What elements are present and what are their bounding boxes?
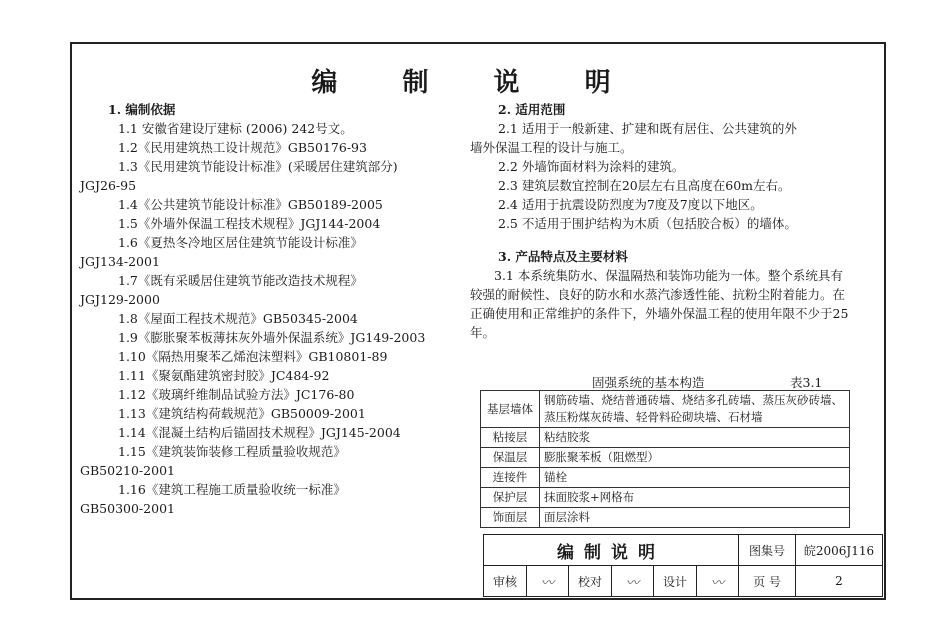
basis-item: GB50210-2001 [80, 463, 175, 478]
basis-item: 1.3《民用建筑节能设计标准》(采暖居住建筑部分) [118, 159, 398, 174]
scope-item: 2.4 适用于抗震设防烈度为7度及7度以下地区。 [498, 197, 763, 212]
basis-item: 1.12《玻璃纤维制品试验方法》JC176-80 [118, 387, 355, 402]
basis-item: 1.14《混凝土结构后锚固技术规程》JGJ145-2004 [118, 425, 401, 440]
check-label: 校对 [569, 566, 612, 597]
basis-item: JGJ129-2000 [80, 292, 160, 307]
row-label: 饰面层 [481, 508, 540, 528]
atlas-number: 皖2006J116 [796, 535, 883, 566]
basis-item: JGJ26-95 [80, 178, 137, 193]
table-number: 表3.1 [790, 375, 823, 390]
row-value: 锚栓 [540, 468, 850, 488]
title-block-title: 编制说明 [484, 535, 739, 566]
section-scope [470, 100, 870, 342]
table-row [481, 508, 850, 528]
basis-item: 1.5《外墙外保温工程技术规程》JGJ144-2004 [118, 216, 381, 231]
basis-item: GB50300-2001 [80, 501, 175, 516]
basis-item: 1.1 安徽省建设厅建标 (2006) 242号文。 [118, 121, 353, 136]
row-value: 粘结胶浆 [540, 428, 850, 448]
page-number: 2 [796, 566, 883, 597]
review-label: 审核 [484, 566, 527, 597]
row-value: 面层涂料 [540, 508, 850, 528]
check-signature: 〰 [612, 566, 654, 597]
scope-item: 2.1 适用于一般新建、扩建和既有居住、公共建筑的外 [498, 121, 797, 136]
basis-item: 1.10《隔热用聚苯乙烯泡沫塑料》GB10801-89 [118, 349, 388, 364]
row-label: 粘接层 [481, 428, 540, 448]
basis-item: 1.6《夏热冬冷地区居住建筑节能设计标准》 [118, 235, 363, 250]
table-row [481, 488, 850, 508]
basis-item: 1.13《建筑结构荷载规范》GB50009-2001 [118, 406, 366, 421]
section2-heading: 2. 适用范围 [498, 102, 566, 117]
basis-item: 1.2《民用建筑热工设计规范》GB50176-93 [118, 140, 367, 155]
basis-item: 1.7《既有采暖居住建筑节能改造技术规程》 [118, 273, 363, 288]
composition-table [480, 390, 850, 528]
row-label: 基层墙体 [481, 391, 540, 428]
table-row [481, 468, 850, 488]
row-value: 钢筋砖墙、烧结普通砖墙、烧结多孔砖墙、蒸压灰砂砖墙、蒸压粉煤灰砖墙、轻骨料砼砌块墙、石材墙 [540, 391, 850, 428]
section1-heading: 1. 编制依据 [108, 102, 176, 117]
section-basis [80, 100, 465, 518]
scope-item: 2.5 不适用于围护结构为木质（包括胶合板）的墙体。 [498, 216, 797, 231]
section3-paragraph: 3.1 本系统集防水、保温隔热和装饰功能为一体。整个系统具有较强的耐候性、良好的防水和水蒸汽渗透性能、抗粉尘附着能力。在正确使用和正常维护的条件下，外墙外保温工程的使用年限不少于25年。 [470, 268, 849, 340]
row-label: 连接件 [481, 468, 540, 488]
basis-item: 1.11《聚氨酯建筑密封胶》JC484-92 [118, 368, 330, 383]
table-caption: 固强系统的基本构造 [592, 375, 705, 390]
table-row [481, 391, 850, 428]
design-signature: 〰 [697, 566, 739, 597]
title-block [483, 534, 883, 597]
spacer [470, 233, 870, 247]
scope-item: 墙外保温工程的设计与施工。 [470, 140, 633, 155]
page-title: 编 制 说 明 [311, 68, 639, 98]
basis-item: 1.4《公共建筑节能设计标准》GB50189-2005 [118, 197, 383, 212]
table-row [481, 448, 850, 468]
row-label: 保护层 [481, 488, 540, 508]
basis-item: 1.9《膨胀聚苯板薄抹灰外墙外保温系统》JG149-2003 [118, 330, 426, 345]
design-label: 设计 [654, 566, 697, 597]
section3-heading: 3. 产品特点及主要材料 [498, 249, 628, 264]
page-label: 页 号 [739, 566, 796, 597]
basis-item: 1.15《建筑装饰装修工程质量验收规范》 [118, 444, 346, 459]
basis-item: 1.16《建筑工程施工质量验收统一标准》 [118, 482, 346, 497]
review-signature: 〰 [527, 566, 569, 597]
basis-item: JGJ134-2001 [80, 254, 160, 269]
scope-item: 2.3 建筑层数宜控制在20层左右且高度在60m左右。 [498, 178, 791, 193]
row-value: 膨胀聚苯板（阻燃型） [540, 448, 850, 468]
row-value: 抹面胶浆+网格布 [540, 488, 850, 508]
basis-item: 1.8《屋面工程技术规范》GB50345-2004 [118, 311, 358, 326]
atlas-label: 图集号 [739, 535, 796, 566]
scope-item: 2.2 外墙饰面材料为涂料的建筑。 [498, 159, 685, 174]
row-label: 保温层 [481, 448, 540, 468]
table-row [481, 428, 850, 448]
